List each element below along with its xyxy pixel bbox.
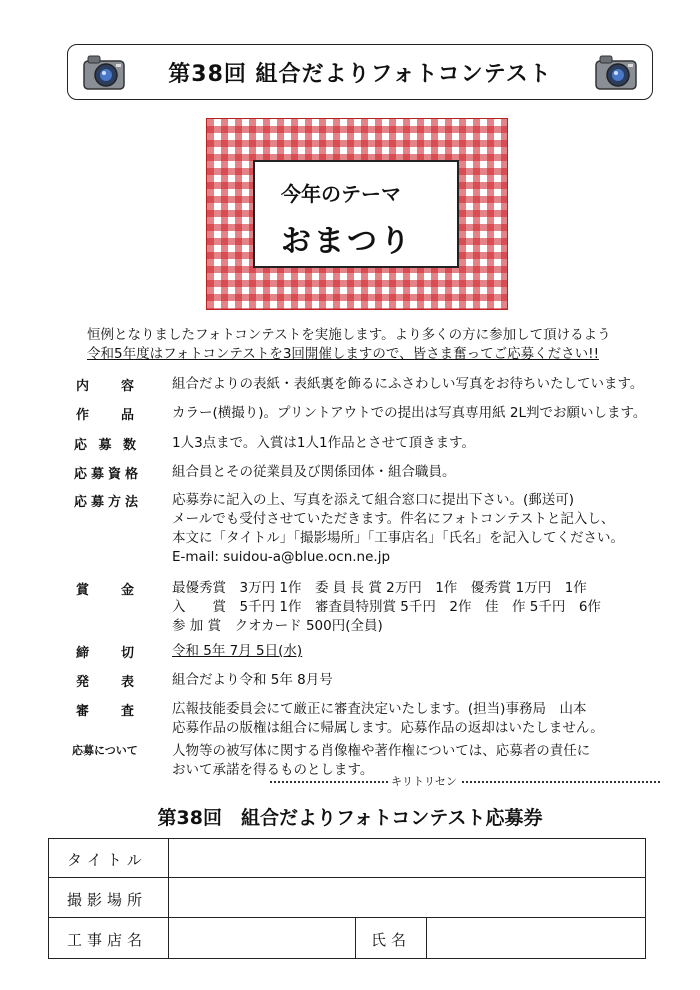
detail-value: カラー(横撮り)。プリントアウトでの提出は写真専用紙 2L判でお願いします。 xyxy=(172,405,647,421)
theme-label: 今年のテーマ xyxy=(281,182,401,206)
detail-value: 組合員とその従業員及び関係団体・組合職員。 xyxy=(172,464,456,480)
contest-title: 第38回 組合だよりフォトコンテスト xyxy=(168,61,552,87)
detail-label: 審 査 xyxy=(76,704,134,719)
location-field[interactable] xyxy=(171,880,641,915)
detail-label: 発 表 xyxy=(76,675,134,690)
table-divider xyxy=(426,917,427,958)
form-label-name: 氏名 xyxy=(371,931,412,949)
table-divider xyxy=(168,839,169,958)
theme-box xyxy=(253,160,459,268)
detail-value: 広報技能委員会にて厳正に審査決定いたします。(担当)事務局 山本 応募作品の版権は組合に帰属します。応募作品の返却はいたしません。 xyxy=(172,701,604,736)
detail-value: 組合だよりの表紙・表紙裏を飾るにふさわしい写真をお待ちいたしています。 xyxy=(172,376,644,392)
table-divider xyxy=(355,917,356,958)
form-label-title: タイトル xyxy=(67,851,147,869)
entry-form-title: 第38回 組合だよりフォトコンテスト応募券 xyxy=(157,807,543,829)
detail-value: 応募券に記入の上、写真を添えて組合窓口に提出下さい。(郵送可) メールでも受付させていただきます。件名にフォトコンテストと記入し、 本文に「タイトル」「撮影場所」「工事店名」「氏名」を記入してください。 E-mail: suidou-a@blue.ocn.ne.jp xyxy=(172,492,624,565)
cut-line-label: キリトリセン xyxy=(388,773,460,789)
camera-icon xyxy=(594,51,638,93)
detail-label: 応募数 xyxy=(74,438,136,453)
contest-title-banner xyxy=(67,44,653,100)
detail-value: 人物等の被写体に関する肖像権や著作権については、応募者の責任に おいて承諾を得るものとします。 xyxy=(172,743,591,778)
name-field[interactable] xyxy=(429,920,641,956)
detail-value: 1人3点まで。入賞は1人1作品とさせて頂きます。 xyxy=(172,435,476,451)
table-divider xyxy=(49,917,645,918)
title-field[interactable] xyxy=(171,841,641,875)
detail-label: 応募について xyxy=(72,744,138,757)
company-field[interactable] xyxy=(171,920,353,956)
detail-label: 応募方法 xyxy=(74,495,138,510)
detail-value: 令和 5年 7月 5日(水) xyxy=(172,643,303,659)
detail-label: 締 切 xyxy=(76,646,134,661)
intro-line-1: 恒例となりましたフォトコンテストを実施します。より多くの方に参加して頂けるよう xyxy=(87,327,611,343)
form-label-company: 工事店名 xyxy=(67,931,148,949)
form-label-location: 撮影場所 xyxy=(67,891,148,909)
entry-form-table xyxy=(48,838,646,959)
detail-label: 内 容 xyxy=(76,379,134,394)
detail-label: 賞 金 xyxy=(76,583,134,598)
detail-value: 最優秀賞 3万円 1作 委 員 長 賞 2万円 1作 優秀賞 1万円 1作 入 賞 5千円 1作 審査員特別賞 5千円 2作 佳 作 5千円 6作 参 加 賞 クオカード 500円(全員) xyxy=(172,580,601,634)
theme-value: おまつり xyxy=(281,224,413,259)
detail-label: 作 品 xyxy=(76,408,134,423)
detail-label: 応募資格 xyxy=(74,467,138,482)
camera-icon xyxy=(82,51,126,93)
intro-line-2: 令和5年度はフォトコンテストを3回開催しますので、皆さま奮ってご応募ください!! xyxy=(87,346,599,362)
detail-value: 組合だより令和 5年 8月号 xyxy=(172,672,333,688)
table-divider xyxy=(49,877,645,878)
cut-line xyxy=(270,781,660,783)
